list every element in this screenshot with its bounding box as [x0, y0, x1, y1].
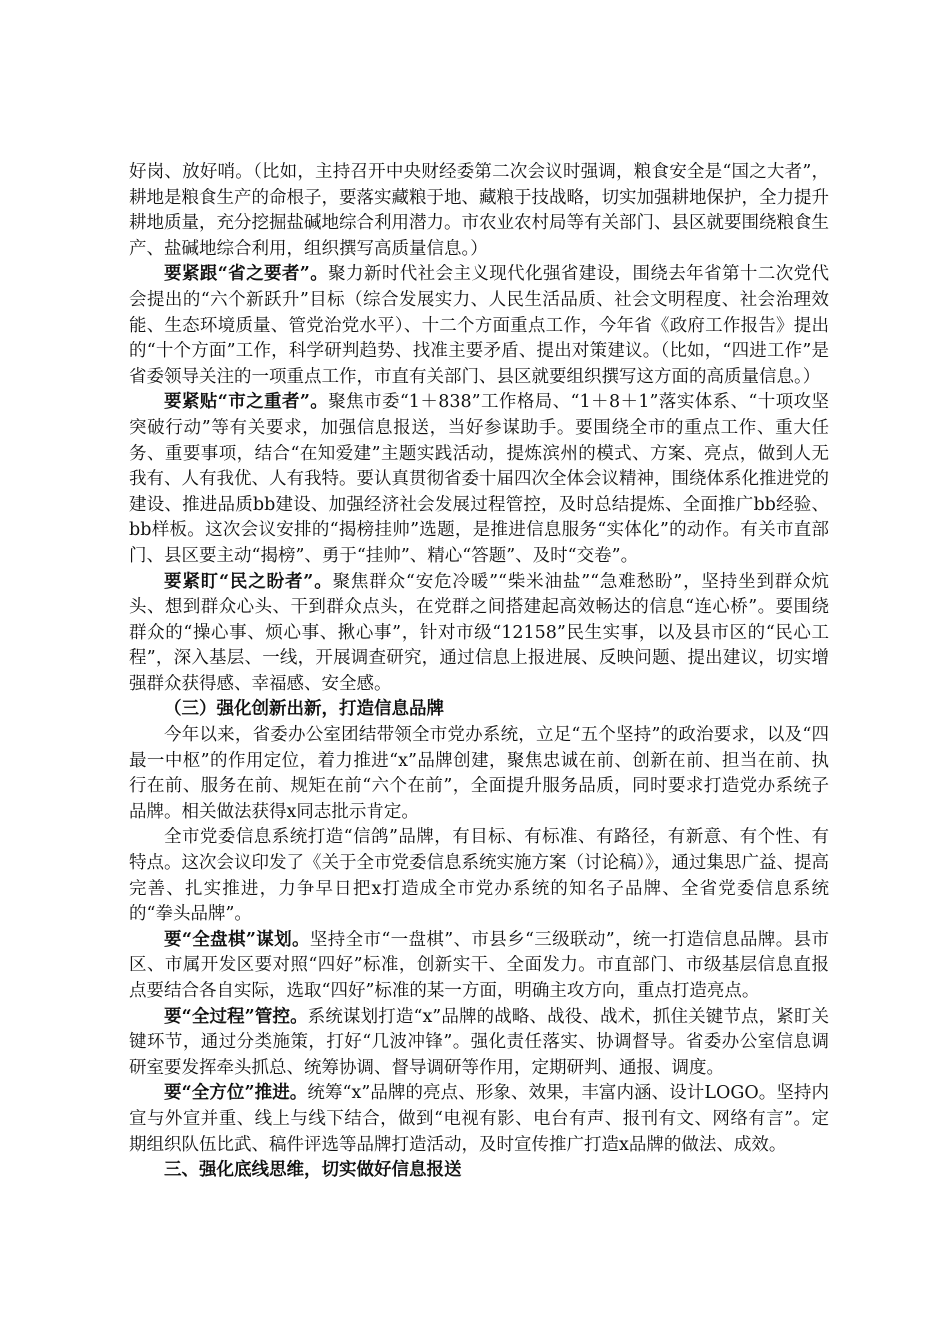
paragraph-text: 聚焦市委“1＋838”工作格局、“1＋8＋1”落实体系、“十项攻坚突破行动”等有关要求，加强信息报送，当好参谋助手。要围绕全市的重点工作、重大任务、重要事项，结合“在知爱建”主题实践活动，提炼滨州的模式、方案、亮点，做到人无我有、人有我优、人有我特。要认真贯彻省委十届四次全体会议精神，围绕体系化推进党的建设、推进品质bb建设、加强经济社会发展过程管控，及时总结提炼、全面推广bb经验、bb样板。这次会议安排的“揭榜挂帅”选题，是推进信息服务“实体化”的动作。有关市直部门、县区要主动“揭榜”、勇于“挂帅”、精心“答题”、及时“交卷”。: [129, 392, 829, 566]
paragraph-text: 聚焦群众“安危冷暖”“柴米油盐”“急难愁盼”，坚持坐到群众炕头、想到群众心头、干到群众点头，在党群之间搭建起高效畅达的信息“连心桥”。要围绕群众的“操心事、烦心事、揪心事”，针对市级“12158”民生实事，以及县市区的“民心工程”，深入基层、一线，开展调查研究，通过信息上报进展、反映问题、提出建议，切实增强群众获得感、幸福感、安全感。: [129, 571, 829, 694]
paragraph-text: 今年以来，省委办公室团结带领全市党办系统，立足“五个坚持”的政治要求，以及“四最一中枢”的作用定位，着力推进“x”品牌创建，聚焦忠诚在前、创新在前、担当在前、执行在前、服务在前、规矩在前“六个在前”，全面提升服务品质，同时要求打造党办系统子品牌。相关做法获得x同志批示肯定。: [129, 725, 829, 822]
paragraph-lead: 要紧跟“省之要者”。: [164, 264, 329, 285]
paragraph-xinge-brand: [129, 825, 829, 927]
paragraph-text: 统筹“x”品牌的亮点、形象、效果，丰富内涵、设计LOGO。坚持内宣与外宣并重、线上与线下结合，做到“电视有影、电台有声、报刊有文、网络有言”。定期组织队伍比武、稿件评选等品牌打造活动，及时宣传推广打造x品牌的做法、成效。: [129, 1083, 829, 1155]
paragraph-lead: 要“全盘棋”谋划。: [164, 929, 310, 950]
paragraph-text: 好岗、放好哨。（比如，主持召开中央财经委第二次会议时强调，粮食安全是“国之大者”，耕地是粮食生产的命根子，要落实藏粮于地、藏粮于技战略，切实加强耕地保护，全力提升耕地质量，充分挖掘盐碱地综合利用潜力。市农业农村局等有关部门、县区就要围绕粮食生产、盐碱地综合利用，组织撰写高质量信息。）: [129, 162, 829, 259]
subheading-brand: （三）强化创新出新，打造信息品牌: [164, 699, 444, 720]
paragraph-lead: 要紧贴“市之重者”。: [164, 392, 329, 413]
paragraph-lead: 要“全过程”管控。: [164, 1006, 308, 1027]
paragraph-text: 聚力新时代社会主义现代化强省建设，围绕去年省第十二次党代会提出的“六个新跃升”目标（综合发展实力、人民生活品质、社会文明程度、社会治理效能、生态环境质量、管党治党水平）、十二个方面重点工作，今年省《政府工作报告》提出的“十个方面”工作，科学研判趋势、找准主要矛盾、提出对策建议。（比如，“四进工作”是省委领导关注的一项重点工作，市直有关部门、县区就要组织撰写这方面的高质量信息。）: [129, 264, 829, 387]
paragraph-food-security: [129, 160, 829, 262]
paragraph-city-priorities: [129, 390, 829, 569]
document-page: [129, 160, 829, 1184]
paragraph-text: 全市党委信息系统打造“信鸽”品牌，有目标、有标准、有路径，有新意、有个性、有特点。这次会议印发了《关于全市党委信息系统实施方案（讨论稿）》，通过集思广益、提高完善、扎实推进，力争早日把x打造成全市党办系统的知名子品牌、全省党委信息系统的“拳头品牌”。: [129, 827, 829, 925]
section-heading-bottom-line: 三、强化底线思维，切实做好信息报送: [164, 1160, 462, 1181]
paragraph-lead: 要紧盯“民之盼者”。: [164, 571, 333, 592]
paragraph-text: 系统谋划打造“x”品牌的战略、战役、战术，抓住关键节点，紧盯关键环节，通过分类施策，打好“几波冲锋”。强化责任落实、协调督导。省委办公室信息调研室要发挥牵头抓总、统筹协调、督导调研等作用，定期研判、通报、调度。: [129, 1006, 829, 1078]
paragraph-overall-planning: [129, 928, 829, 1005]
paragraph-process-control: [129, 1005, 829, 1082]
paragraph-all-round-promotion: [129, 1081, 829, 1158]
paragraph-brand-intro: [129, 723, 829, 825]
paragraph-province-priorities: [129, 262, 829, 390]
paragraph-people-expectations: [129, 570, 829, 698]
paragraph-lead: 要“全方位”推进。: [164, 1083, 308, 1104]
paragraph-text: 坚持全市“一盘棋”、市县乡“三级联动”，统一打造信息品牌。县市区、市属开发区要对照“四好”标准，创新实干、全面发力。市直部门、市级基层信息直报点要结合各自实际，选取“四好”标准的某一方面，明确主攻方向，重点打造亮点。: [129, 929, 829, 1001]
